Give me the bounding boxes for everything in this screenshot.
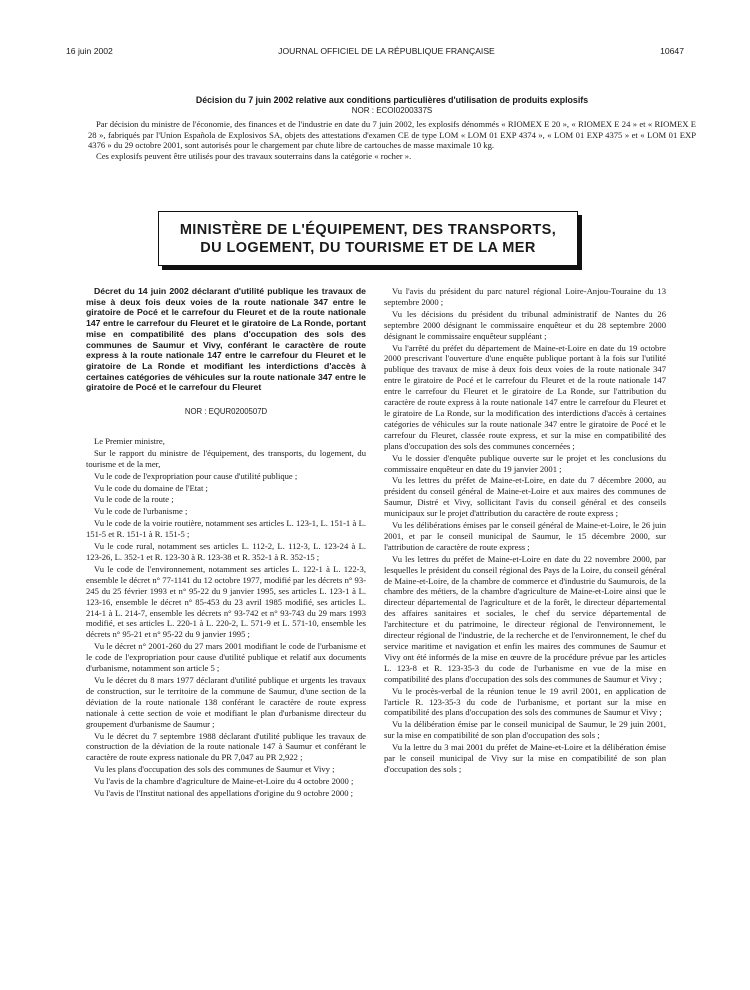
right-column [384, 286, 666, 776]
decision-paragraph: Ces explosifs peuvent être utilisés pour des travaux souterrains dans la catégorie « rocher ». [96, 150, 412, 161]
decree-paragraph: Vu le décret du 7 septembre 1988 déclarant d'utilité publique les travaux de construction de la déviation de la route nationale 147 à Saumur et conférant le caractère de route express nationale du PR 7,047 au PR 2,922 ; [86, 730, 366, 763]
decree-paragraph: Vu le code de la route ; [94, 494, 174, 505]
decree-nor: NOR : EQUR0200507D [184, 407, 268, 417]
ministry-banner [158, 211, 578, 266]
decision-title: Décision du 7 juin 2002 relative aux conditions particulières d'utilisation de produits explosifs [195, 95, 589, 105]
decree-paragraph: Vu le décret du 8 mars 1977 déclarant d'utilité publique et urgents les travaux de construction, sur le territoire de la commune de Saumur, d'une section de la déviation de la route nationale 138 conférant le caractère de route express nationale à cette section de voie et modifiant le plan d'urbanisme directeur du groupement d'urbanisme de Saumur ; [86, 674, 366, 729]
page-header [66, 46, 684, 56]
decree-paragraph: Le Premier ministre, [94, 435, 165, 446]
decree-paragraph: Vu l'avis de l'Institut national des appellations d'origine du 9 octobre 2000 ; [94, 788, 354, 799]
decree-paragraph: Vu le code de l'expropriation pour cause d'utilité publique ; [94, 470, 298, 481]
decree-paragraph: Vu le décret n° 2001-260 du 27 mars 2001 modifiant le code de l'urbanisme et le code de l'expropriation pour cause d'utilité publique et relatif aux documents d'urbanisme, notamment son article 5 ; [86, 641, 366, 674]
decree-paragraph: Vu l'arrêté du préfet du département de Maine-et-Loire en date du 19 octobre 2000 prescrivant l'ouverture d'une enquête publique portant à la fois sur l'utilité publique des travaux de mise à deux fois deux voies de la route nationale 347 entre le giratoire de Pocé et le carrefour du Fleuret et de la route nationale 147 entre le carrefour du Fleuret et le giratoire de La Ronde, sur l'attribution du caractère de route express à la route nationale 147 entre le carrefour du Fleuret et le giratoire de La Ronde, sur la modification des interdictions d'accès à certaines catégories de véhicules sur la route nationale 347 entre le giratoire de Pocé et le carrefour du Fleuret, classée route express, et sur la mise en compatibilité des plans d'occupation des sols des communes concernées ; [384, 342, 666, 451]
header-date: 16 juin 2002 [66, 46, 113, 56]
ministry-banner-box [158, 211, 578, 266]
decree-paragraph: Vu les lettres du préfet de Maine-et-Loire en date du 22 novembre 2000, par lesquelles le président du conseil régional des Pays de la Loire, du conseil général de Maine-et-Loire, de la chambre de commerce et d'industrie du Saumurois, de la chambre des métiers, de la chambre d'agriculture de Maine-et-Loire ainsi que le directeur départemental de l'agriculture et de la forêt, le directeur départemental des affaires sanitaires et sociales, le chef du service départemental de l'architecture et du patrimoine, le directeur régional de l'environnement, le directeur régional de l'industrie, de la recherche et de l'environnement, le chef du service maritime et navigation et enfin les maires des communes de Saumur et Vivy ont été informés de la mise en œuvre de la procédure prévue par les articles L. 123-8 et R. 123-35-3 du code de l'urbanisme en vue de la mise en compatibilité des plans d'occupation des sols des communes de Saumur et Vivy ; [384, 553, 666, 684]
right-paragraphs [384, 286, 666, 775]
ministry-line-1: MINISTÈRE DE L'ÉQUIPEMENT, DES TRANSPORTS, [179, 221, 557, 238]
left-paragraphs [86, 436, 366, 799]
decree-paragraph: Vu le code du domaine de l'Etat ; [94, 482, 208, 493]
header-page-number: 10647 [660, 46, 684, 56]
decree-paragraph: Vu le procès-verbal de la réunion tenue le 19 avril 2001, en application de l'article R. 123-35-3 du code de l'urbanisme, et portant sur la mise en compatibilité des plans d'occupation des sols des communes de Saumur et Vivy ; [384, 685, 666, 718]
decree-paragraph: Vu le code de la voirie routière, notamment ses articles L. 123-1, L. 151-1 à L. 151-5 et R. 151-1 à R. 151-5 ; [86, 518, 366, 540]
decree-paragraph: Vu les lettres du préfet de Maine-et-Loire, en date du 7 décembre 2000, au président du conseil général de Maine-et-Loire et aux maires des communes de Saumur, Distré et Vivy, sollicitant l'avis du conseil général et des conseils municipaux sur le projet d'attribution du caractère de route express ; [384, 475, 666, 519]
decree-paragraph: Vu les plans d'occupation des sols des communes de Saumur et Vivy ; [94, 764, 335, 775]
decision-paragraph: Par décision du ministre de l'économie, des finances et de l'industrie en date du 7 juin 2002, les explosifs dénommés « RIOMEX E 20 », « RIOMEX E 24 » et « RIOMEX E 28 », fabriqués par l'Union Española de Explosivos SA, objets des attestations d'examen CE de type LOM « LOM 01 EXP 4374 », « LOM 01 EXP 4375 » et « LOM 01 EXP 4376 » du 29 octobre 2001, sont autorisés pour le chargement par chute libre de cartouches de masse maximale 10 kg. [88, 119, 696, 151]
decree-paragraph: Vu le code rural, notamment ses articles L. 112-2, L. 112-3, L. 123-24 à L. 123-26, L. 352-1 et R. 123-30 à R. 123-38 et R. 352-1 à R. 352-15 ; [86, 541, 366, 562]
decree-paragraph: Vu le dossier d'enquête publique ouverte sur le projet et les conclusions du commissaire enquêteur en date du 19 janvier 2001 ; [384, 452, 666, 474]
decree-paragraph: Vu l'avis de la chambre d'agriculture de Maine-et-Loire du 4 octobre 2000 ; [94, 776, 354, 787]
decree-paragraph: Vu les délibérations émises par le conseil général de Maine-et-Loire, le 26 juin 2001, et par le conseil municipal de Saumur, le 15 décembre 2000, sur l'attribution de caractère de route express ; [384, 520, 666, 552]
decision-section [88, 95, 696, 162]
header-journal-title: JOURNAL OFFICIEL DE LA RÉPUBLIQUE FRANÇAISE [278, 46, 495, 56]
ministry-line-2: DU LOGEMENT, DU TOURISME ET DE LA MER [200, 239, 536, 256]
decree-paragraph: Vu la délibération émise par le conseil municipal de Saumur, le 29 juin 2001, sur la mise en compatibilité de son plan d'occupation des sols ; [384, 719, 666, 741]
decision-nor: NOR : ECOI0200337S [351, 105, 433, 115]
decree-paragraph: Vu le code de l'environnement, notamment ses articles L. 122-1 à L. 122-3, ensemble le décret n° 77-1141 du 12 octobre 1977, modifié par les décrets n° 93-245 du 25 février 1993 et n° 95-22 du 9 janvier 1995, ses articles L. 123-1 à L. 123-16, ensemble le décret n° 85-453 du 23 avril 1985 modifié, ses articles L. 214-1 à L. 214-7, ensemble les décrets n° 93-742 et n° 93-743 du 29 mars 1993 modifié, et ses articles L. 220-1 à L. 220-2, L. 571-9 et L. 571-10, ensemble les décrets n° 95-21 et n° 95-22 du 9 janvier 1995 ; [86, 563, 366, 640]
decree-paragraph: Vu la lettre du 3 mai 2001 du préfet de Maine-et-Loire et la délibération émise par le conseil municipal de Vivy sur la mise en compatibilité de son plan d'occupation des sols ; [384, 742, 666, 774]
decree-paragraph: Sur le rapport du ministre de l'équipement, des transports, du logement, du tourisme et de la mer, [86, 447, 366, 469]
decree-paragraph: Vu l'avis du président du parc naturel régional Loire-Anjou-Touraine du 13 septembre 2000 ; [384, 286, 666, 307]
decree-paragraph: Vu les décisions du président du tribunal administratif de Nantes du 26 septembre 2000 désignant le commissaire enquêteur et du 28 septembre 2000 désignant le commissaire enquêteur suppléant ; [384, 308, 666, 341]
decree-title: Décret du 14 juin 2002 déclarant d'utilité publique les travaux de mise à deux fois deux voies de la route nationale 347 entre le giratoire de Pocé et le carrefour du Fleuret et de la route nationale 147 entre le carrefour du Fleuret et le giratoire de La Ronde, portant mise en compatibilité des plans d'occupation des sols des communes de Saumur et Vivy, conférant le caractère de route express à la route nationale 147 entre le carrefour du Fleuret et le giratoire de La Ronde et modifiant les interdictions d'accès à certaines catégories de véhicules sur la route nationale 347 entre le giratoire de Pocé et le carrefour du Fleuret [86, 286, 366, 393]
left-column [86, 286, 366, 800]
decree-paragraph: Vu le code de l'urbanisme ; [94, 506, 188, 517]
